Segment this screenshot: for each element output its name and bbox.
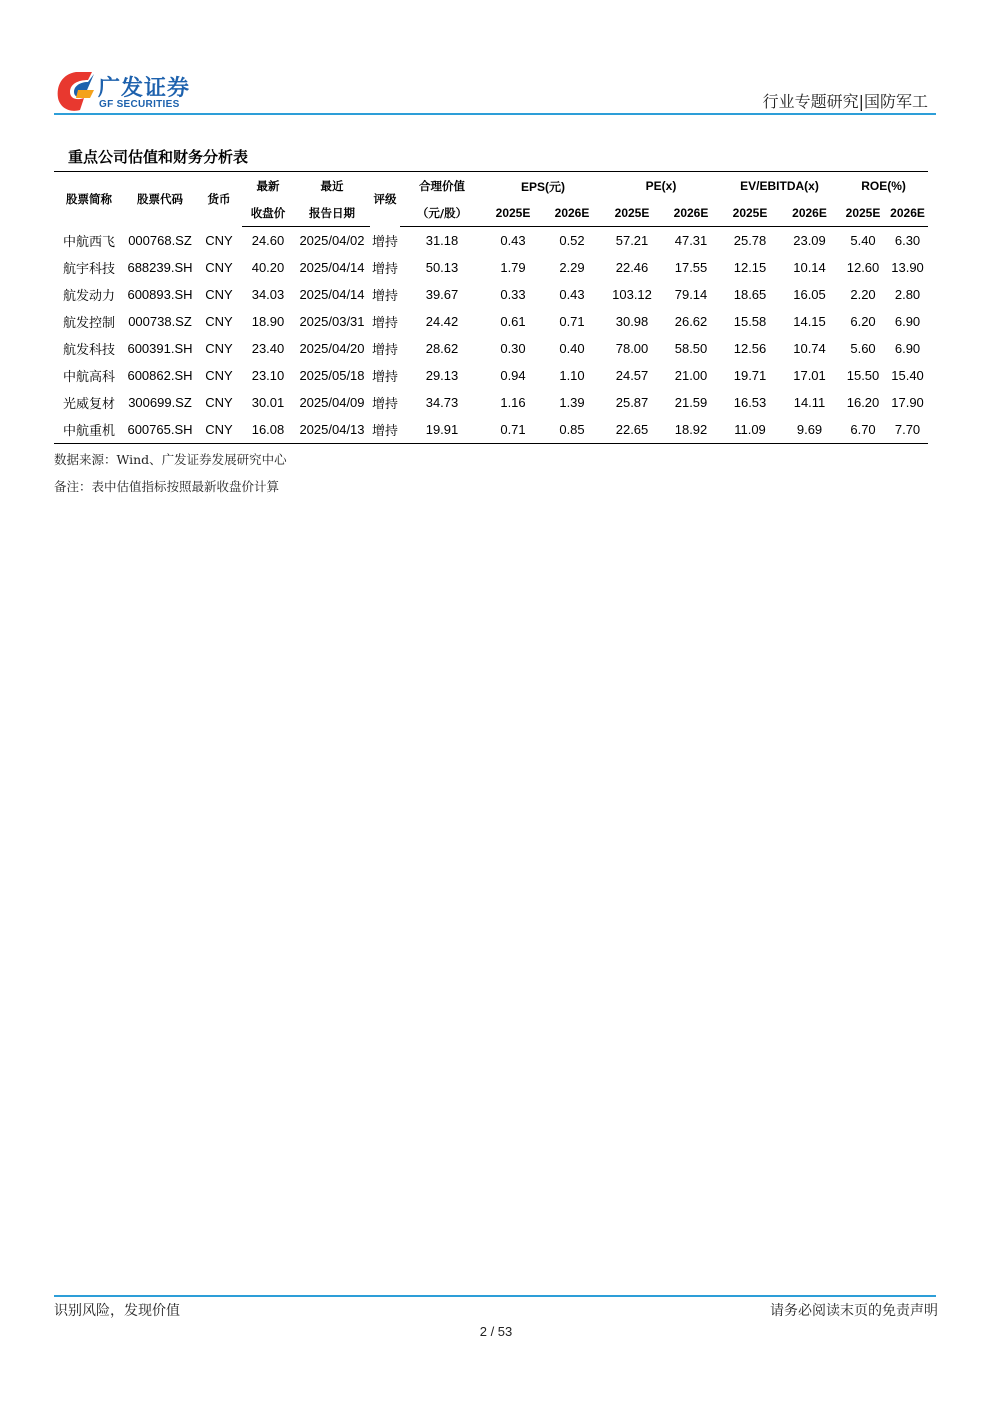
cell-pe-2026: 21.00 — [674, 368, 708, 383]
cell-ev-2026: 10.74 — [793, 341, 826, 356]
cell-rating: 增持 — [371, 342, 398, 357]
cell-code: 600893.SH — [127, 287, 193, 302]
footer-slogan: 识别风险，发现价值 — [54, 1303, 180, 1319]
cell-target-price: 31.18 — [425, 233, 459, 248]
cell-report-date: 2025/05/18 — [299, 368, 365, 383]
cell-ev-2026: 14.15 — [793, 314, 826, 329]
cell-ev-2025: 12.56 — [733, 341, 767, 356]
cell-rating: 增持 — [370, 416, 400, 444]
cell-ev-2026: 9.69 — [780, 416, 839, 444]
cell-currency: CNY — [205, 368, 233, 383]
cell-eps-2026: 0.40 — [559, 341, 585, 356]
cell-ev-2026: 16.05 — [793, 287, 826, 302]
col-header-ev-ebitda: EV/EBITDA(x) — [720, 172, 839, 201]
cell-currency: CNY — [205, 287, 233, 302]
table-row — [54, 281, 928, 308]
cell-close-price: 30.01 — [251, 395, 285, 410]
col-header-roe-2025: 2025E — [839, 200, 887, 227]
cell-ev-2025: 16.53 — [733, 395, 767, 410]
cell-eps-2026: 0.43 — [559, 287, 585, 302]
cell-pe-2025: 22.46 — [615, 260, 649, 275]
cell-pe-2025: 78.00 — [615, 341, 649, 356]
col-header-target-bottom: （元/股） — [400, 200, 484, 227]
cell-name: 中航西飞 — [62, 233, 115, 249]
cell-target-price: 29.13 — [425, 368, 459, 383]
cell-pe-2026: 79.14 — [674, 287, 708, 302]
col-header-eps-2025: 2025E — [484, 200, 542, 227]
cell-target-price: 28.62 — [425, 341, 459, 356]
col-header-pe: PE(x) — [602, 172, 720, 201]
cell-target-price: 24.42 — [425, 314, 459, 329]
cell-eps-2025: 0.30 — [500, 341, 526, 356]
cell-report-date: 2025/04/13 — [294, 416, 370, 444]
table-row — [54, 335, 928, 362]
col-header-currency: 货币 — [196, 172, 242, 227]
cell-ev-2026: 23.09 — [793, 233, 826, 248]
table-row — [54, 362, 928, 389]
cell-close-price: 23.10 — [251, 368, 285, 383]
cell-rating: 增持 — [371, 288, 398, 303]
cell-ev-2025: 19.71 — [733, 368, 767, 383]
col-header-rating: 评级 — [370, 172, 400, 227]
col-header-ev-2025: 2025E — [720, 200, 780, 227]
cell-target-price: 39.67 — [425, 287, 459, 302]
cell-eps-2025: 0.61 — [500, 314, 526, 329]
cell-roe-2026: 6.90 — [894, 314, 921, 329]
cell-rating: 增持 — [371, 261, 398, 276]
cell-roe-2026: 17.90 — [891, 395, 924, 410]
cell-roe-2025: 2.20 — [850, 287, 876, 302]
col-header-ev-2026: 2026E — [780, 200, 839, 227]
remark-note: 备注：表中估值指标按照最新收盘价计算 — [54, 479, 280, 494]
cell-rating: 增持 — [371, 369, 398, 384]
cell-roe-2026: 2.80 — [894, 287, 921, 302]
cell-target-price: 34.73 — [425, 395, 459, 410]
logo-text-en: GF SECURITIES — [99, 99, 180, 110]
cell-ev-2026: 17.01 — [793, 368, 826, 383]
cell-code: 600391.SH — [127, 341, 193, 356]
cell-pe-2026: 26.62 — [674, 314, 708, 329]
table-row — [54, 389, 928, 416]
cell-roe-2025: 6.20 — [850, 314, 876, 329]
cell-code: 300699.SZ — [128, 395, 192, 410]
table-body — [54, 227, 928, 444]
cell-pe-2026: 21.59 — [674, 395, 708, 410]
cell-report-date: 2025/04/20 — [299, 341, 365, 356]
cell-ev-2025: 15.58 — [733, 314, 767, 329]
cell-pe-2025: 25.87 — [615, 395, 649, 410]
col-header-target-top: 合理价值 — [400, 172, 484, 201]
cell-target-price: 19.91 — [400, 416, 484, 444]
cell-target-price: 50.13 — [425, 260, 459, 275]
col-header-pe-2026: 2026E — [662, 200, 720, 227]
cell-close-price: 18.90 — [251, 314, 285, 329]
cell-ev-2025: 25.78 — [733, 233, 767, 248]
cell-roe-2025: 5.40 — [850, 233, 876, 248]
cell-name: 航发科技 — [62, 342, 115, 357]
cell-ev-2025: 11.09 — [720, 416, 780, 444]
cell-code: 600765.SH — [124, 416, 196, 444]
cell-eps-2026: 0.71 — [559, 314, 585, 329]
cell-eps-2025: 0.33 — [500, 287, 526, 302]
data-source-note: 数据来源：Wind、广发证券发展研究中心 — [54, 452, 287, 467]
cell-pe-2025: 57.21 — [615, 233, 649, 248]
valuation-table — [54, 171, 928, 444]
cell-pe-2026: 18.92 — [662, 416, 720, 444]
cell-currency: CNY — [205, 232, 233, 248]
cell-rating: 增持 — [371, 315, 398, 330]
cell-name: 中航重机 — [54, 416, 124, 444]
cell-ev-2025: 12.15 — [733, 260, 767, 275]
cell-eps-2025: 1.16 — [500, 395, 526, 410]
report-section-label: 行业专题研究|国防军工 — [762, 92, 928, 111]
cell-report-date: 2025/04/02 — [299, 233, 365, 248]
cell-pe-2025: 22.65 — [602, 416, 662, 444]
cell-name: 航宇科技 — [62, 261, 115, 276]
col-header-pe-2025: 2025E — [602, 200, 662, 227]
cell-code: 600862.SH — [127, 368, 193, 383]
cell-eps-2025: 1.79 — [500, 260, 526, 275]
cell-currency: CNY — [205, 260, 233, 275]
cell-rating: 增持 — [371, 233, 398, 249]
footer-divider — [54, 1295, 936, 1297]
cell-name: 航发控制 — [62, 315, 115, 330]
cell-rating: 增持 — [371, 396, 398, 411]
cell-currency: CNY — [205, 341, 233, 356]
cell-close-price: 16.08 — [242, 416, 294, 444]
cell-close-price: 24.60 — [251, 233, 285, 248]
cell-report-date: 2025/04/14 — [299, 287, 365, 302]
cell-ev-2026: 10.14 — [793, 260, 826, 275]
cell-roe-2026: 7.70 — [887, 416, 928, 444]
cell-eps-2025: 0.71 — [484, 416, 542, 444]
table-row — [54, 227, 928, 255]
cell-name: 光威复材 — [62, 396, 115, 411]
cell-pe-2025: 103.12 — [612, 287, 652, 302]
table-title: 重点公司估值和财务分析表 — [68, 148, 249, 166]
cell-roe-2026: 6.90 — [894, 341, 921, 356]
cell-report-date: 2025/03/31 — [299, 314, 365, 329]
cell-eps-2025: 0.43 — [500, 233, 526, 248]
cell-eps-2026: 1.10 — [559, 368, 585, 383]
cell-roe-2026: 6.30 — [894, 233, 921, 248]
cell-roe-2025: 5.60 — [850, 341, 876, 356]
table-header-row — [54, 172, 928, 201]
cell-pe-2026: 58.50 — [674, 341, 708, 356]
cell-close-price: 40.20 — [251, 260, 285, 275]
col-header-roe-2026: 2026E — [887, 200, 928, 227]
cell-eps-2025: 0.94 — [500, 368, 526, 383]
cell-pe-2025: 24.57 — [615, 368, 649, 383]
page-number: 2 / 53 — [479, 1324, 513, 1339]
cell-pe-2026: 47.31 — [674, 233, 708, 248]
cell-roe-2026: 15.40 — [891, 368, 924, 383]
cell-pe-2026: 17.55 — [674, 260, 708, 275]
cell-eps-2026: 0.52 — [559, 233, 585, 248]
cell-currency: CNY — [205, 314, 233, 329]
table-row — [54, 416, 928, 444]
cell-close-price: 34.03 — [251, 287, 285, 302]
cell-roe-2025: 12.60 — [846, 260, 880, 275]
cell-close-price: 23.40 — [251, 341, 285, 356]
col-header-date-top: 最近 — [294, 172, 370, 201]
col-header-close-top: 最新 — [242, 172, 294, 201]
col-header-roe: ROE(%) — [839, 172, 928, 201]
cell-roe-2025: 15.50 — [846, 368, 880, 383]
cell-report-date: 2025/04/14 — [299, 260, 365, 275]
col-header-eps-2026: 2026E — [542, 200, 602, 227]
cell-code: 000768.SZ — [128, 232, 192, 248]
cell-ev-2026: 14.11 — [793, 395, 826, 410]
col-header-name: 股票简称 — [54, 172, 124, 227]
header-divider — [54, 113, 936, 115]
cell-ev-2025: 18.65 — [733, 287, 767, 302]
cell-code: 688239.SH — [127, 260, 193, 275]
table-row — [54, 254, 928, 281]
table-row — [54, 308, 928, 335]
cell-eps-2026: 2.29 — [559, 260, 585, 275]
footer-disclaimer-link: 请务必阅读末页的免责声明 — [770, 1303, 938, 1319]
cell-roe-2026: 13.90 — [891, 260, 924, 275]
cell-roe-2025: 16.20 — [846, 395, 880, 410]
col-header-close-bottom: 收盘价 — [242, 200, 294, 227]
cell-eps-2026: 1.39 — [559, 395, 585, 410]
col-header-date-bottom: 报告日期 — [294, 200, 370, 227]
cell-pe-2025: 30.98 — [615, 314, 649, 329]
cell-name: 航发动力 — [62, 288, 115, 303]
col-header-code: 股票代码 — [124, 172, 196, 227]
cell-eps-2026: 0.85 — [542, 416, 602, 444]
cell-currency: CNY — [196, 416, 242, 444]
cell-currency: CNY — [205, 395, 233, 410]
cell-roe-2025: 6.70 — [839, 416, 887, 444]
cell-code: 000738.SZ — [128, 314, 192, 329]
col-header-eps: EPS(元) — [484, 172, 602, 201]
cell-report-date: 2025/04/09 — [299, 395, 365, 410]
cell-name: 中航高科 — [62, 369, 115, 384]
logo-text-cn: 广发证券 — [98, 76, 191, 101]
